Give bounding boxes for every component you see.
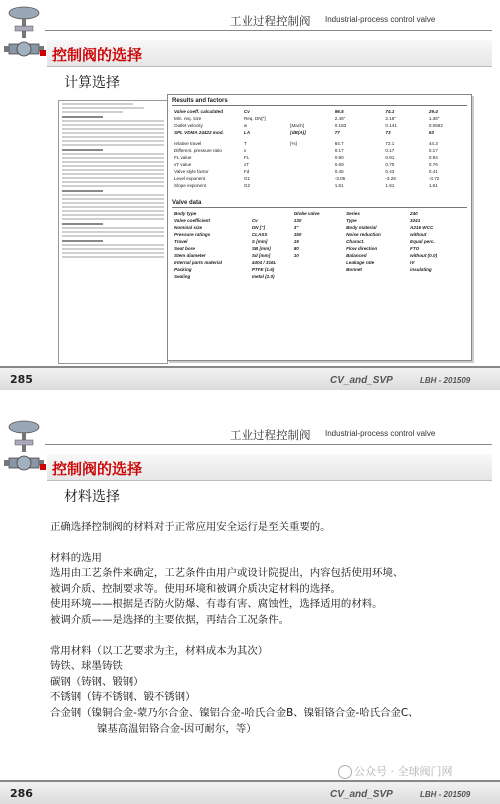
watermark: 公众号 · 全球阀门网 bbox=[354, 765, 453, 778]
valve-data-cell: 19 bbox=[293, 239, 299, 244]
results-row bbox=[172, 140, 471, 147]
results-cell: 0.141 bbox=[385, 123, 397, 128]
valve-data-cell: Packing bbox=[174, 267, 192, 272]
wechat-icon bbox=[338, 765, 352, 779]
text-line: 合金钢（镍铜合金-蒙乃尔合金、镍铝合金-哈氏合金B、镍钼铬合金-哈氏合金C、 bbox=[50, 706, 419, 719]
results-cell: xT value bbox=[174, 162, 192, 167]
results-row bbox=[172, 108, 471, 115]
results-row bbox=[172, 129, 471, 136]
valve-data-cell: Series bbox=[346, 211, 360, 216]
valve-data-cell: Cv bbox=[251, 218, 258, 223]
results-cell: SPL VDMA 24422 mod. bbox=[174, 130, 224, 135]
results-cell: FL value bbox=[174, 155, 192, 160]
results-cell: -3.05 bbox=[334, 176, 346, 181]
page-number: 286 bbox=[10, 787, 33, 800]
valve-data-cell: 3" bbox=[293, 225, 299, 230]
valve-data-cell: 150 bbox=[293, 232, 302, 237]
results-cell bbox=[288, 108, 333, 115]
results-cell: 77 bbox=[334, 130, 340, 135]
valve-data-cell: Type bbox=[346, 218, 357, 223]
results-cell: 1.36" bbox=[428, 116, 440, 121]
control-valve-icon bbox=[3, 4, 45, 64]
results-cell: 0.76 bbox=[428, 162, 438, 167]
results-cell: G1 bbox=[243, 176, 251, 181]
results-cell: Fd bbox=[243, 169, 250, 174]
results-row bbox=[172, 175, 471, 182]
valve-data-cell: PTFE (1.6) bbox=[251, 267, 275, 272]
results-cell: 0.69 bbox=[334, 162, 344, 167]
results-cell: Outlet velocity bbox=[174, 123, 203, 128]
results-row bbox=[172, 115, 471, 122]
valve-data-cell: Equal perc. bbox=[410, 239, 435, 244]
valve-data-row bbox=[172, 252, 471, 259]
footer-cv: CV_and_SVP bbox=[330, 789, 393, 800]
page-number: 285 bbox=[10, 373, 33, 386]
header-title-en: Industrial-process control valve bbox=[325, 429, 436, 438]
results-cell: 1.61 bbox=[334, 183, 344, 188]
valve-data-cell: Valve coefficient bbox=[174, 218, 211, 223]
results-cell: x bbox=[243, 148, 247, 153]
results-panel bbox=[167, 94, 472, 361]
valve-data-cell bbox=[250, 210, 292, 217]
text-line: 被调介质——是选择的主要依据，再结合工况条件。 bbox=[50, 613, 289, 626]
results-cell: 0.17 bbox=[428, 148, 438, 153]
section-title: 控制阀的选择 bbox=[52, 460, 143, 478]
bullet-square-icon bbox=[40, 50, 46, 56]
footer-cv: CV_and_SVP bbox=[330, 375, 393, 386]
intro-line: 正确选择控制阀的材料对于正常应用安全运行是至关重要的。 bbox=[50, 521, 331, 533]
results-cell: 0.41 bbox=[428, 169, 438, 174]
valve-data-cell: 80 bbox=[293, 246, 299, 251]
valve-data-cell: Nominal size bbox=[174, 225, 203, 230]
results-row bbox=[172, 147, 471, 154]
results-row bbox=[172, 161, 471, 168]
valve-data-cell: Stem diameter bbox=[174, 253, 206, 258]
valve-data-cell: without (0.0) bbox=[410, 253, 438, 258]
results-cell: Cv bbox=[243, 109, 250, 114]
results-heading: Results and factors bbox=[172, 98, 228, 104]
results-cell: T bbox=[243, 141, 247, 146]
text-line: 不锈钢（铸不锈钢、锻不锈钢） bbox=[50, 691, 196, 704]
results-cell: xT bbox=[243, 162, 250, 167]
valve-data-cell: Balanced bbox=[346, 253, 367, 258]
results-row bbox=[172, 168, 471, 175]
text-line: 使用环境——根据是否防火防爆、有毒有害、腐蚀性，选择适用的材料。 bbox=[50, 598, 383, 611]
valve-data-cell: FTO bbox=[410, 246, 420, 251]
footer-lbh: LBH - 201509 bbox=[420, 790, 471, 799]
results-cell: 0.183 bbox=[334, 123, 347, 128]
footer-lbh: LBH - 201509 bbox=[420, 376, 471, 385]
valve-data-cell: IV bbox=[410, 260, 415, 265]
results-cell: 74.1 bbox=[385, 109, 395, 114]
results-cell: LA bbox=[243, 130, 251, 135]
valve-data-cell: Globe valve bbox=[293, 211, 320, 216]
valve-data-cell: without bbox=[410, 232, 427, 237]
valve-data-cell: Bonnet bbox=[346, 267, 362, 272]
results-cell: 1.61 bbox=[385, 183, 395, 188]
results-cell: 29.4 bbox=[428, 109, 438, 114]
valve-data-cell: Pressure ratings bbox=[174, 232, 211, 237]
results-row bbox=[172, 122, 471, 129]
valve-data-row bbox=[172, 259, 471, 266]
valve-data-cell: Charact. bbox=[346, 239, 365, 244]
results-cell: 0.43 bbox=[385, 169, 395, 174]
valve-data-row bbox=[172, 210, 471, 217]
valve-data-cell bbox=[344, 273, 408, 280]
valve-data-row bbox=[172, 231, 471, 238]
results-cell: Valve coeff. calculated bbox=[174, 109, 224, 114]
results-cell bbox=[288, 175, 333, 182]
valve-data-row bbox=[172, 224, 471, 231]
valve-data-cell bbox=[292, 266, 344, 273]
results-cell bbox=[288, 182, 333, 189]
results-cell: 96.5 bbox=[334, 109, 344, 114]
valve-data-cell: metal (2.0) bbox=[251, 274, 275, 279]
valve-data-cell: insulating bbox=[410, 267, 432, 272]
results-cell: 44.3 bbox=[428, 141, 438, 146]
results-cell: -3.72 bbox=[428, 176, 440, 181]
control-valve-icon bbox=[3, 418, 45, 478]
results-cell: Different. pressure ratio bbox=[174, 148, 222, 153]
valve-data-cell: Sd [mm] bbox=[251, 253, 271, 258]
results-cell: Req. DN["] bbox=[243, 116, 266, 121]
results-cell: 0.0562 bbox=[428, 123, 443, 128]
header-rule bbox=[45, 30, 492, 31]
datasheet-thumbnail bbox=[58, 100, 168, 364]
valve-data-cell: Body type bbox=[174, 211, 197, 216]
slide-286 bbox=[0, 414, 500, 804]
results-cell: 73 bbox=[385, 130, 391, 135]
results-cell bbox=[288, 154, 333, 161]
text-line: 被调介质、控制要求等。使用环境和被调介质决定材料的选择。 bbox=[50, 582, 341, 595]
results-table bbox=[172, 108, 471, 189]
results-cell bbox=[288, 147, 333, 154]
sub-title: 计算选择 bbox=[64, 75, 120, 91]
bullet-square-icon bbox=[40, 464, 46, 470]
valve-data-row bbox=[172, 245, 471, 252]
valve-data-row bbox=[172, 217, 471, 224]
common-materials-heading: 常用材料（以工艺要求为主，材料成本为其次） bbox=[50, 644, 269, 657]
valve-data-heading: Valve data bbox=[172, 200, 202, 206]
results-cell: Valve style factor bbox=[174, 169, 209, 174]
results-cell: -3.26 bbox=[385, 176, 396, 181]
valve-data-cell: A216 WCC bbox=[410, 225, 434, 230]
results-cell: 2.46" bbox=[334, 116, 346, 121]
results-cell: 84.7 bbox=[334, 141, 344, 146]
results-cell: 0.17 bbox=[385, 148, 395, 153]
valve-data-cell bbox=[292, 259, 344, 266]
valve-data-cell bbox=[292, 273, 344, 280]
sub-title: 材料选择 bbox=[64, 489, 120, 505]
results-cell: 0.17 bbox=[334, 148, 344, 153]
valve-data-cell bbox=[408, 273, 471, 280]
valve-data-cell: Sealing bbox=[174, 274, 191, 279]
valve-data-cell: 240 bbox=[410, 211, 418, 216]
valve-data-row bbox=[172, 266, 471, 273]
valve-data-cell: 4404 / 316L bbox=[251, 260, 277, 265]
valve-data-row bbox=[172, 273, 471, 280]
results-cell bbox=[288, 115, 333, 122]
text-line: 镍基高温铝铬合金-因可耐尔，等） bbox=[97, 722, 257, 735]
results-cell: 0.70 bbox=[385, 162, 395, 167]
header-title-en: Industrial-process control valve bbox=[325, 15, 436, 24]
valve-data-row bbox=[172, 238, 471, 245]
valve-data-cell: 10 bbox=[293, 253, 299, 258]
valve-data-table bbox=[172, 210, 471, 280]
header-title-cn: 工业过程控制阀 bbox=[230, 14, 311, 28]
results-cell: Min. req. size bbox=[174, 116, 202, 121]
results-cell: Slope exponent bbox=[174, 183, 206, 188]
header-rule bbox=[45, 444, 492, 445]
results-row bbox=[172, 182, 471, 189]
results-cell: 0.94 bbox=[428, 155, 438, 160]
results-cell: w bbox=[243, 123, 248, 128]
results-row bbox=[172, 154, 471, 161]
results-cell: 2.16" bbox=[385, 116, 396, 121]
valve-data-cell: Noise reduction bbox=[346, 232, 381, 237]
section-title: 控制阀的选择 bbox=[52, 46, 143, 64]
results-cell: 0.90 bbox=[334, 155, 344, 160]
slide-285 bbox=[0, 0, 500, 390]
valve-data-cell: S [mm] bbox=[251, 239, 268, 244]
results-cell: 1.61 bbox=[428, 183, 438, 188]
results-cell: 63 bbox=[428, 130, 434, 135]
valve-data-cell: Body material bbox=[346, 225, 377, 230]
material-selection-heading: 材料的选用 bbox=[50, 551, 102, 564]
results-cell bbox=[288, 168, 333, 175]
results-cell: FL bbox=[243, 155, 250, 160]
results-cell bbox=[288, 161, 333, 168]
results-cell: relative travel bbox=[174, 141, 202, 146]
valve-data-cell: 130 bbox=[293, 218, 302, 223]
results-cell: G2 bbox=[243, 183, 251, 188]
header-title-cn: 工业过程控制阀 bbox=[230, 428, 311, 442]
results-cell: 0.45 bbox=[334, 169, 344, 174]
valve-data-cell: Seat bore bbox=[174, 246, 195, 251]
valve-data-cell: Travel bbox=[174, 239, 188, 244]
valve-data-cell: Flow direction bbox=[346, 246, 378, 251]
results-cell: [%] bbox=[290, 141, 297, 146]
text-line: 碳钢（铸钢、锻钢） bbox=[50, 675, 144, 688]
valve-data-cell: 3241 bbox=[410, 218, 421, 223]
valve-data-cell: Leakage rate bbox=[346, 260, 375, 265]
valve-data-cell: CLASS bbox=[251, 232, 268, 237]
body-text bbox=[50, 520, 490, 737]
results-cell: 72.1 bbox=[385, 141, 395, 146]
results-cell: 0.91 bbox=[385, 155, 395, 160]
text-line: 选用由工艺条件来确定，工艺条件由用户或设计院提出，内容包括使用环境、 bbox=[50, 567, 404, 580]
valve-data-cell: DN ["] bbox=[251, 225, 266, 230]
results-cell: [dB(A)] bbox=[290, 130, 306, 135]
results-cell: Level exponent bbox=[174, 176, 206, 181]
results-cell: [Mach] bbox=[290, 123, 304, 128]
valve-data-cell: SB [mm] bbox=[251, 246, 271, 251]
valve-data-cell: Internal parts material bbox=[174, 260, 222, 265]
text-line: 铸铁、球墨铸铁 bbox=[50, 660, 123, 673]
